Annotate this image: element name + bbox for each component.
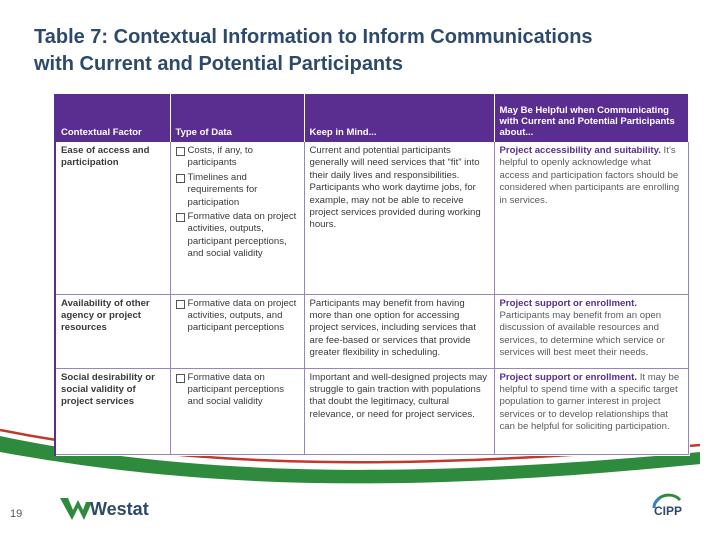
checkbox-icon	[176, 147, 185, 156]
advice-text: It’s helpful to openly acknowledge what access and participation factors should be considered when participants are enrolling in services.	[499, 145, 680, 206]
checkbox-icon	[176, 213, 185, 222]
checklist-text: Formative data on project activities, outputs, and participant perceptions	[187, 297, 297, 334]
checklist-item	[176, 145, 299, 170]
page-title	[34, 24, 714, 78]
factor-cell: Ease of access and participation	[56, 142, 170, 294]
checkbox-icon	[176, 174, 185, 183]
header-may-be-helpful: May Be Helpful when Communicating with Current and Potential Participants about...	[494, 94, 688, 142]
advice-cell	[494, 142, 688, 294]
checklist-text: Costs, if any, to participants	[187, 145, 253, 169]
table-row	[56, 368, 688, 454]
title-line-2: with Current and Potential Participants	[34, 53, 403, 75]
data-cell	[170, 142, 304, 294]
contextual-info-table	[56, 94, 689, 455]
keep-in-mind-cell: Participants may benefit from having more than one option for accessing project services, including services that are fee-based or services that provide greater flexibility in scheduling.	[304, 294, 494, 368]
checklist-text: Formative data on participant perceptions and social validity	[187, 371, 285, 408]
advice-text: It may be helpful to spend time with a specific target population to garner interest in project services or to develop relationships that can be helpful for soliciting participation.	[499, 371, 680, 433]
advice-text: Participants may benefit from an open discussion of available resources and services, to determine which service or services will best meet their needs.	[499, 309, 665, 359]
keep-in-mind-cell: Important and well-designed projects may struggle to gain traction with populations that doubt the legitimacy, cultural relevance, or need for project services.	[304, 368, 494, 454]
table-row	[56, 142, 688, 294]
table-header-row	[56, 94, 688, 142]
checklist-text: Timelines and requirements for participation	[187, 171, 258, 208]
advice-cell	[494, 368, 688, 454]
advice-heading: Project support or enrollment.	[499, 371, 638, 383]
checkbox-icon	[176, 300, 185, 309]
checklist-item	[176, 298, 299, 335]
factor-cell: Availability of other agency or project resources	[56, 294, 170, 368]
factor-cell: Social desirability or social validity of project services	[56, 368, 170, 454]
keep-in-mind-cell: Current and potential participants generally will need services that “fit” into their daily lives and responsibilities. Participants who work daytime jobs, for example, may not be able to receive project services provided during working hours.	[304, 142, 494, 294]
westat-logo-text: Westat	[90, 499, 149, 519]
cipp-logo-text: CIPP	[654, 504, 683, 518]
data-cell	[170, 294, 304, 368]
slide-number: 19	[10, 508, 23, 520]
header-type-of-data: Type of Data	[170, 94, 304, 142]
advice-cell	[494, 294, 688, 368]
data-cell	[170, 368, 304, 454]
checkbox-icon	[176, 374, 185, 383]
advice-heading: Project support or enrollment.	[499, 297, 638, 309]
title-line-1: Table 7: Contextual Information to Inform Communications	[34, 26, 593, 48]
checklist-item	[176, 211, 299, 261]
contextual-info-table-container	[54, 94, 690, 456]
checklist-text: Formative data on project activities, outputs, participant perceptions, and social validity	[187, 211, 297, 260]
header-contextual-factor: Contextual Factor	[56, 94, 170, 142]
header-keep-in-mind: Keep in Mind...	[304, 94, 494, 142]
checklist-item	[176, 372, 299, 409]
table-row	[56, 294, 688, 368]
checklist-item	[176, 172, 299, 209]
advice-heading: Project accessibility and suitability.	[499, 145, 661, 156]
